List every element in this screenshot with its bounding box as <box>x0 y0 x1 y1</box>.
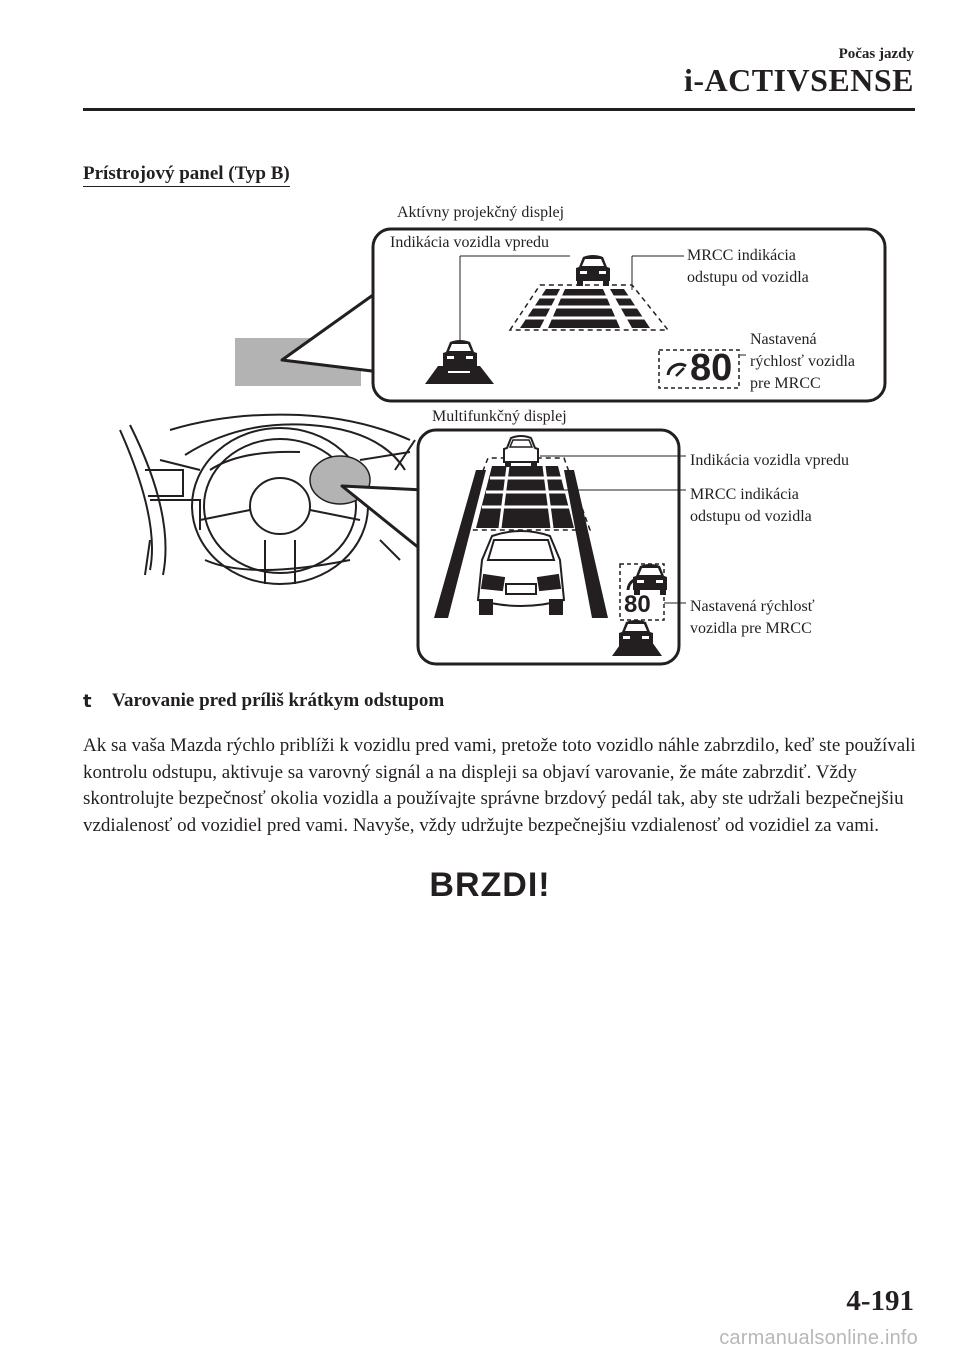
hud-mrcc-distance-label-line2: odstupu od vozidla <box>687 269 809 286</box>
header-chapter-title: i-ACTIVSENSE <box>683 62 914 98</box>
hud-speed-value: 80 <box>690 347 733 389</box>
header-section-title: Počas jazdy <box>838 46 914 62</box>
mfd-title-label: Multifunkčný displej <box>432 408 567 425</box>
mfd-vehicle-ahead-label: Indikácia vozidla vpredu <box>690 452 850 469</box>
mfd-own-vehicle-icon <box>478 531 564 614</box>
mfd-mrcc-distance-label-line1: MRCC indikácia <box>690 486 799 503</box>
watermark: carmanualsonline.info <box>719 1327 918 1349</box>
mfd-speed-value: 80 <box>624 591 651 618</box>
section-bullet: t <box>83 691 92 712</box>
section-heading: Varovanie pred príliš krátkym odstupom <box>112 690 445 711</box>
hud-mrcc-distance-label-line1: MRCC indikácia <box>687 247 796 264</box>
hud-vehicle-ahead-label: Indikácia vozidla vpredu <box>390 234 550 251</box>
hud-set-speed-label-line2: rýchlosť vozidla <box>750 353 856 370</box>
mfd-vehicle-ahead-icon <box>504 436 538 467</box>
mfd-set-speed-label-line1: Nastavená rýchlosť <box>690 598 815 615</box>
mfd-set-speed-label-line2: vozidla pre MRCC <box>690 620 812 637</box>
figure-subtitle: Prístrojový panel (Typ B) <box>83 163 290 187</box>
page-number: 4-191 <box>846 1285 914 1317</box>
mfd-mrcc-distance-label-line2: odstupu od vozidla <box>690 508 812 525</box>
warning-body-text: Ak sa vaša Mazda rýchlo priblíži k vozidlu pred vami, pretože toto vozidlo náhle zabrzdilo, keď ste používali kontrolu odstupu, aktivuje sa varovný signál a na displeji sa objaví varovanie, že máte zabrzdiť. Vždy skontrolujte bezpečnosť okolia vozidla a používajte správne brzdový pedál tak, aby ste udržali bezpečnejšiu vzdialenosť od vozidiel pred vami. Navyše, vždy udržujte bezpečnejšiu vzdialenosť od vozidiel za vami. <box>83 735 916 836</box>
hud-set-speed-label-line3: pre MRCC <box>750 375 821 392</box>
brake-warning-message: BRZDI! <box>429 866 551 904</box>
hud-title-label: Aktívny projekčný displej <box>397 204 565 221</box>
hud-set-speed-label-line1: Nastavená <box>750 331 817 348</box>
